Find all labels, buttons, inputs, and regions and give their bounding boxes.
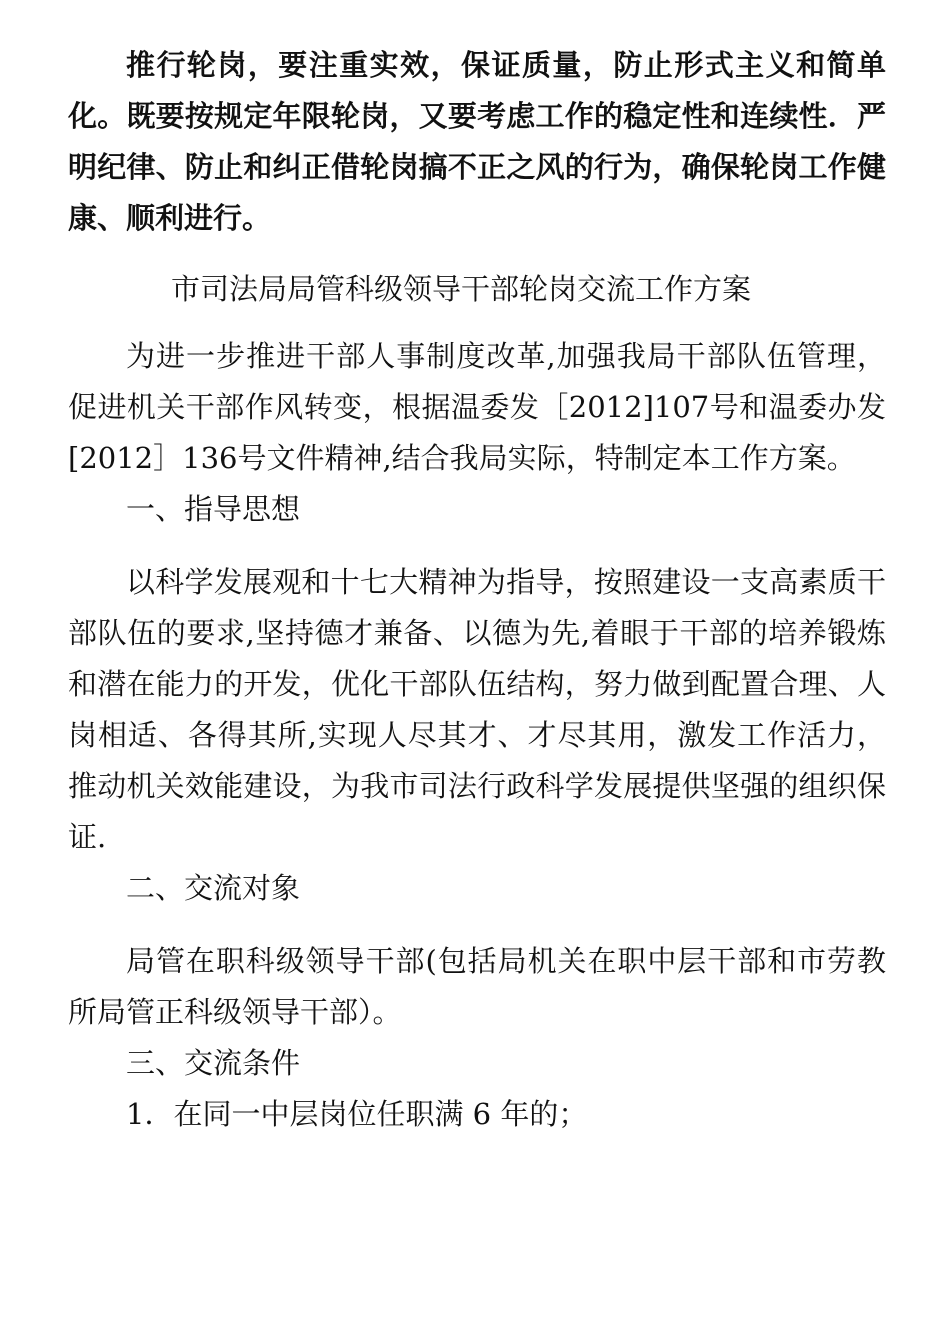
section-heading-exchange-conditions: 三、交流条件 (126, 1046, 301, 1080)
intro-paragraph: 推行轮岗，要注重实效，保证质量，防止形式主义和简单化。既要按规定年限轮岗，又要考虑工作的稳定性和连续性．严明纪律、防止和纠正借轮岗搞不正之风的行为，确保轮岗工作健康、顺利进行。 (68, 48, 886, 235)
section-body-exchange-targets: 局管在职科级领导干部(包括局机关在职中层干部和市劳教所局管正科级领导干部）。 (68, 944, 886, 1029)
document-page (68, 40, 886, 1140)
document-title: 市司法局局管科级领导干部轮岗交流工作方案 (171, 272, 752, 306)
preamble-paragraph: 为进一步推进干部人事制度改革,加强我局干部队伍管理，促进机关干部作风转变，根据温委发［2012]107号和温委办发[2012］136号文件精神,结合我局实际，特制定本工作方案。 (68, 339, 886, 475)
section-heading-guiding-ideology: 一、指导思想 (126, 492, 301, 526)
section-heading-exchange-targets: 二、交流对象 (126, 871, 301, 905)
condition-item-1: 1．在同一中层岗位任职满 6 年的； (126, 1097, 588, 1131)
section-body-guiding-ideology: 以科学发展观和十七大精神为指导，按照建设一支高素质干部队伍的要求,坚持德才兼备、以德为先,着眼于干部的培养锻炼和潜在能力的开发，优化干部队伍结构，努力做到配置合理、人岗相适、各得其所,实现人尽其才、才尽其用，激发工作活力，推动机关效能建设，为我市司法行政科学发展提供坚强的组织保证. (68, 565, 886, 854)
